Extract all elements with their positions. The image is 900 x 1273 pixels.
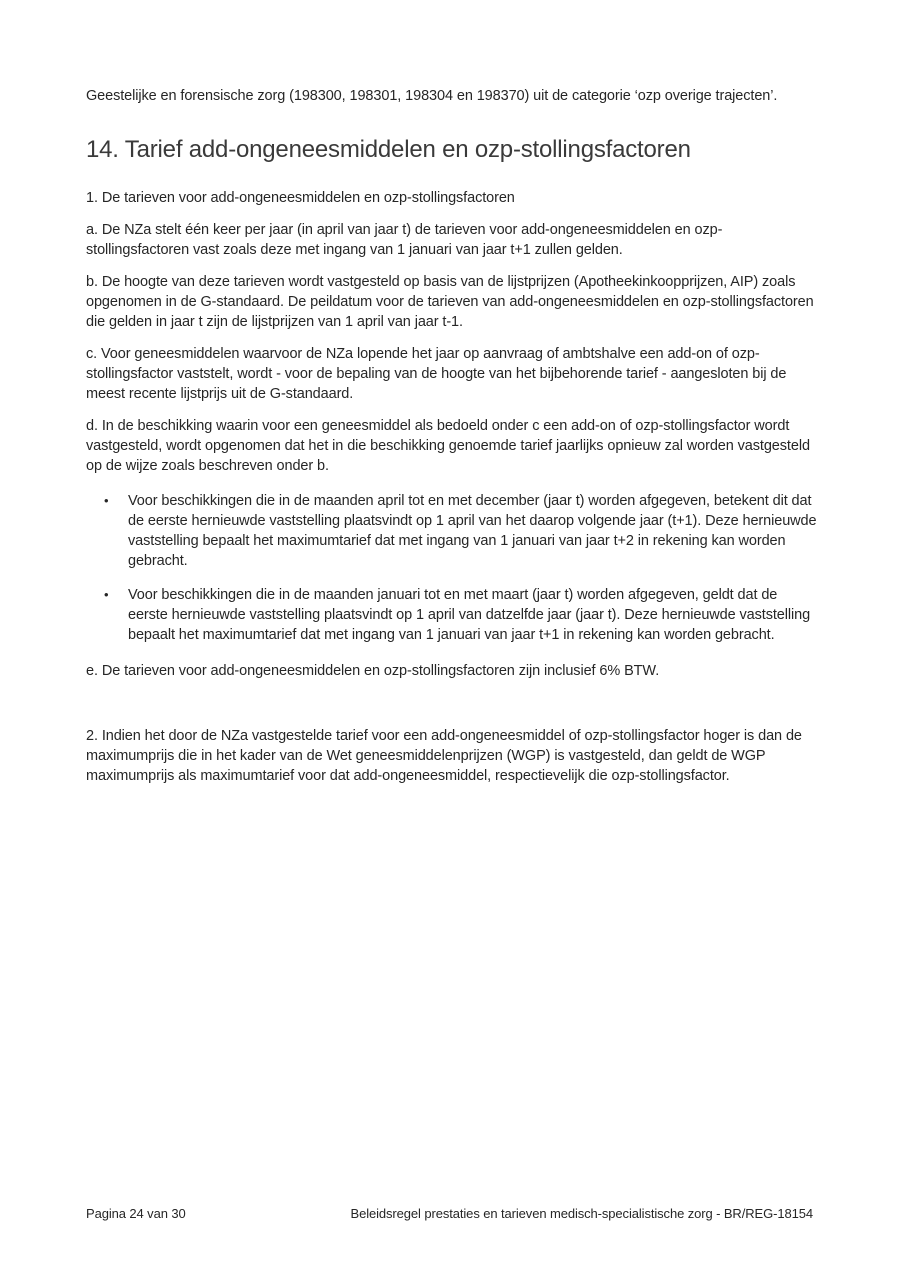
paragraph-a: a. De NZa stelt één keer per jaar (in april van jaar t) de tarieven voor add-ongeneesmiddelen en ozp-stollingsfactoren vast zoals deze met ingang van 1 januari van jaar t+1 zullen gelden. <box>86 222 723 258</box>
paragraph-c: c. Voor geneesmiddelen waarvoor de NZa lopende het jaar op aanvraag of ambtshalve een add-on of ozp-stollingsfactor vaststelt, wordt - voor de bepaling van de hoogte van het bijbehorende tarief - aangesloten bij de meest recente lijstprijs uit de G-standaard. <box>86 346 787 402</box>
footer-document-title: Beleidsregel prestaties en tarieven medisch-specialistische zorg - BR/REG-18154 <box>350 1206 813 1221</box>
section-heading: 14. Tarief add-ongeneesmiddelen en ozp-stollingsfactoren <box>86 136 691 163</box>
footer-page-number: Pagina 24 van 30 <box>86 1206 186 1221</box>
paragraph-e: e. De tarieven voor add-ongeneesmiddelen en ozp-stollingsfactoren zijn inclusief 6% BTW. <box>86 663 660 679</box>
document-body <box>86 86 817 798</box>
paragraph-d: d. In de beschikking waarin voor een geneesmiddel als bedoeld onder c een add-on of ozp-stollingsfactor wordt vastgesteld, wordt opgenomen dat het in die beschikking genoemde tarief jaarlijks opnieuw zal worden vastgesteld op de wijze zoals beschreven onder b. <box>86 418 810 474</box>
bullet-item-2: • Voor beschikkingen die in de maanden januari tot en met maart (jaar t) worden afgegeven, geldt dat de eerste hernieuwde vaststelling plaatsvindt op 1 april van datzelfde jaar (jaar t). Deze hernieuwde vaststelling bepaalt het maximumtarief dat met ingang van 1 januari van jaar t+1 in rekening kan worden gebracht. <box>86 585 817 645</box>
intro-paragraph: Geestelijke en forensische zorg (198300, 198301, 198304 en 198370) uit de categorie ‘ozp overige trajecten’. <box>86 88 778 104</box>
paragraph-b: b. De hoogte van deze tarieven wordt vastgesteld op basis van de lijstprijzen (Apotheekinkoopprijzen, AIP) zoals opgenomen in de G-standaard. De peildatum voor de tarieven van add-ongeneesmiddelen en ozp-stollingsfactoren die gelden in jaar t zijn de lijstprijzen van 1 april van jaar t-1. <box>86 274 814 330</box>
page-footer <box>86 1206 813 1221</box>
item1-title: 1. De tarieven voor add-ongeneesmiddelen en ozp-stollingsfactoren <box>86 190 515 206</box>
bullet-list <box>86 491 817 645</box>
item2-paragraph: 2. Indien het door de NZa vastgestelde tarief voor een add-ongeneesmiddel of ozp-stollingsfactor hoger is dan de maximumprijs die in het kader van de Wet geneesmiddelenprijzen (WGP) is vastgesteld, dan geldt de WGP maximumprijs als maximumtarief voor dat add-ongeneesmiddel, respectievelijk die ozp-stollingsfactor. <box>86 728 802 784</box>
bullet-item-1: • Voor beschikkingen die in de maanden april tot en met december (jaar t) worden afgegeven, betekent dit dat de eerste hernieuwde vaststelling plaatsvindt op 1 april van het daarop volgende jaar (t+1). Deze hernieuwde vaststelling bepaalt het maximumtarief dat met ingang van 1 januari van jaar t+2 in rekening kan worden gebracht. <box>86 491 817 571</box>
